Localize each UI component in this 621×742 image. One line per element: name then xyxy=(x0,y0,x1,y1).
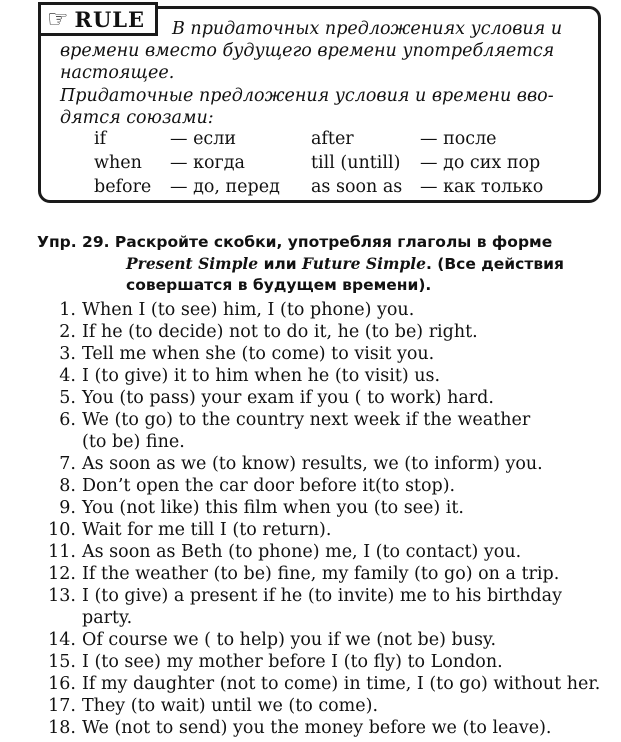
item-number: 7. xyxy=(59,454,76,474)
rule-line: Придаточные предложения условия и времени вво- xyxy=(60,86,554,106)
item-number: 16. xyxy=(48,674,76,694)
exercise-or: или xyxy=(258,255,303,273)
conjunction-en: as soon as xyxy=(311,177,403,197)
item-text: As soon as we (to know) results, we (to inform) you. xyxy=(82,454,543,474)
item-text: Don’t open the car door before it(to stop). xyxy=(82,476,456,496)
item-text: They (to wait) until we (to come). xyxy=(82,696,379,716)
conjunction-en: after xyxy=(311,129,354,149)
exercise-item xyxy=(40,388,494,409)
item-number: 4. xyxy=(59,366,76,386)
item-number: 8. xyxy=(59,476,76,496)
rule-tag xyxy=(38,2,158,36)
exercise-item xyxy=(40,564,559,585)
item-text: I (to see) my mother before I (to fly) to London. xyxy=(82,652,503,672)
rule-label: RULE xyxy=(74,6,146,32)
item-text: Wait for me till I (to return). xyxy=(82,520,332,540)
exercise-item xyxy=(40,718,551,739)
exercise-item xyxy=(40,542,521,563)
exercise-subtitle-tail: . (Все действия xyxy=(425,255,564,273)
exercise-item xyxy=(40,498,464,519)
exercise-item xyxy=(40,322,478,343)
conjunction-ru: — если xyxy=(170,129,237,149)
item-text: Of course we ( to help) you if we (not be) busy. xyxy=(82,630,497,650)
item-text: If my daughter (not to come) in time, I (to go) without her. xyxy=(82,674,601,694)
rule-line: времени вместо будущего времени употребляется xyxy=(60,41,555,61)
exercise-item xyxy=(40,344,434,365)
item-text: We (to go) to the country next week if the weather xyxy=(82,410,531,430)
item-text: If the weather (to be) fine, my family (to go) on a trip. xyxy=(82,564,560,584)
item-number: 9. xyxy=(59,498,76,518)
exercise-item xyxy=(40,300,414,321)
item-number: 1. xyxy=(59,300,76,320)
item-text: We (not to send) you the money before we (to leave). xyxy=(82,718,552,738)
conjunction-ru: — до, перед xyxy=(170,177,280,197)
item-number: 14. xyxy=(48,630,76,650)
item-text: When I (to see) him, I (to phone) you. xyxy=(82,300,415,320)
exercise-item xyxy=(40,476,455,497)
item-number: 10. xyxy=(48,520,76,540)
item-number: 13. xyxy=(48,586,76,606)
exercise-item xyxy=(40,586,562,607)
conjunction-en: before xyxy=(94,177,152,197)
item-text: You (to pass) your exam if you ( to work) hard. xyxy=(82,388,494,408)
conjunction-ru: — после xyxy=(420,129,497,149)
item-number: 15. xyxy=(48,652,76,672)
item-number: 6. xyxy=(59,410,76,430)
conjunction-en: till (untill) xyxy=(311,153,401,173)
item-number: 5. xyxy=(59,388,76,408)
pointing-hand-icon: ☞ xyxy=(47,5,69,33)
exercise-item xyxy=(40,696,378,717)
item-number: 12. xyxy=(48,564,76,584)
tense-future-simple: Future Simple xyxy=(302,254,426,273)
exercise-subtitle xyxy=(126,254,564,274)
item-number: 18. xyxy=(48,718,76,738)
item-text: You (not like) this film when you (to see) it. xyxy=(82,498,464,518)
item-number: 11. xyxy=(48,542,76,562)
exercise-title: Упр. 29. Раскройте скобки, употребляя глаголы в форме xyxy=(37,233,553,251)
conjunction-ru: — до сих пор xyxy=(420,153,541,173)
item-continuation: party. xyxy=(82,608,133,628)
rule-line: настоящее. xyxy=(60,63,175,83)
item-continuation: (to be) fine. xyxy=(82,432,185,452)
exercise-item xyxy=(40,630,496,651)
exercise-item xyxy=(40,520,331,541)
conjunction-en: if xyxy=(94,129,107,149)
item-text: Tell me when she (to come) to visit you. xyxy=(82,344,435,364)
item-text: I (to give) it to him when he (to visit) us. xyxy=(82,366,441,386)
exercise-item xyxy=(40,410,530,431)
conjunction-ru: — когда xyxy=(170,153,245,173)
item-text: I (to give) a present if he (to invite) me to his birthday xyxy=(82,586,562,606)
exercise-item xyxy=(40,366,440,387)
item-number: 17. xyxy=(48,696,76,716)
item-text: As soon as Beth (to phone) me, I (to contact) you. xyxy=(82,542,522,562)
item-text: If he (to decide) not to do it, he (to be) right. xyxy=(82,322,478,342)
conjunction-ru: — как только xyxy=(420,177,544,197)
item-number: 3. xyxy=(59,344,76,364)
tense-present-simple: Present Simple xyxy=(126,254,259,273)
exercise-note: совершатся в будущем времени). xyxy=(126,276,432,294)
conjunction-en: when xyxy=(94,153,142,173)
item-number: 2. xyxy=(59,322,76,342)
rule-line: В придаточных предложениях условия и xyxy=(172,19,563,39)
rule-line: дятся союзами: xyxy=(60,108,214,128)
exercise-item xyxy=(40,454,543,475)
exercise-item xyxy=(40,652,503,673)
exercise-item xyxy=(40,674,600,695)
